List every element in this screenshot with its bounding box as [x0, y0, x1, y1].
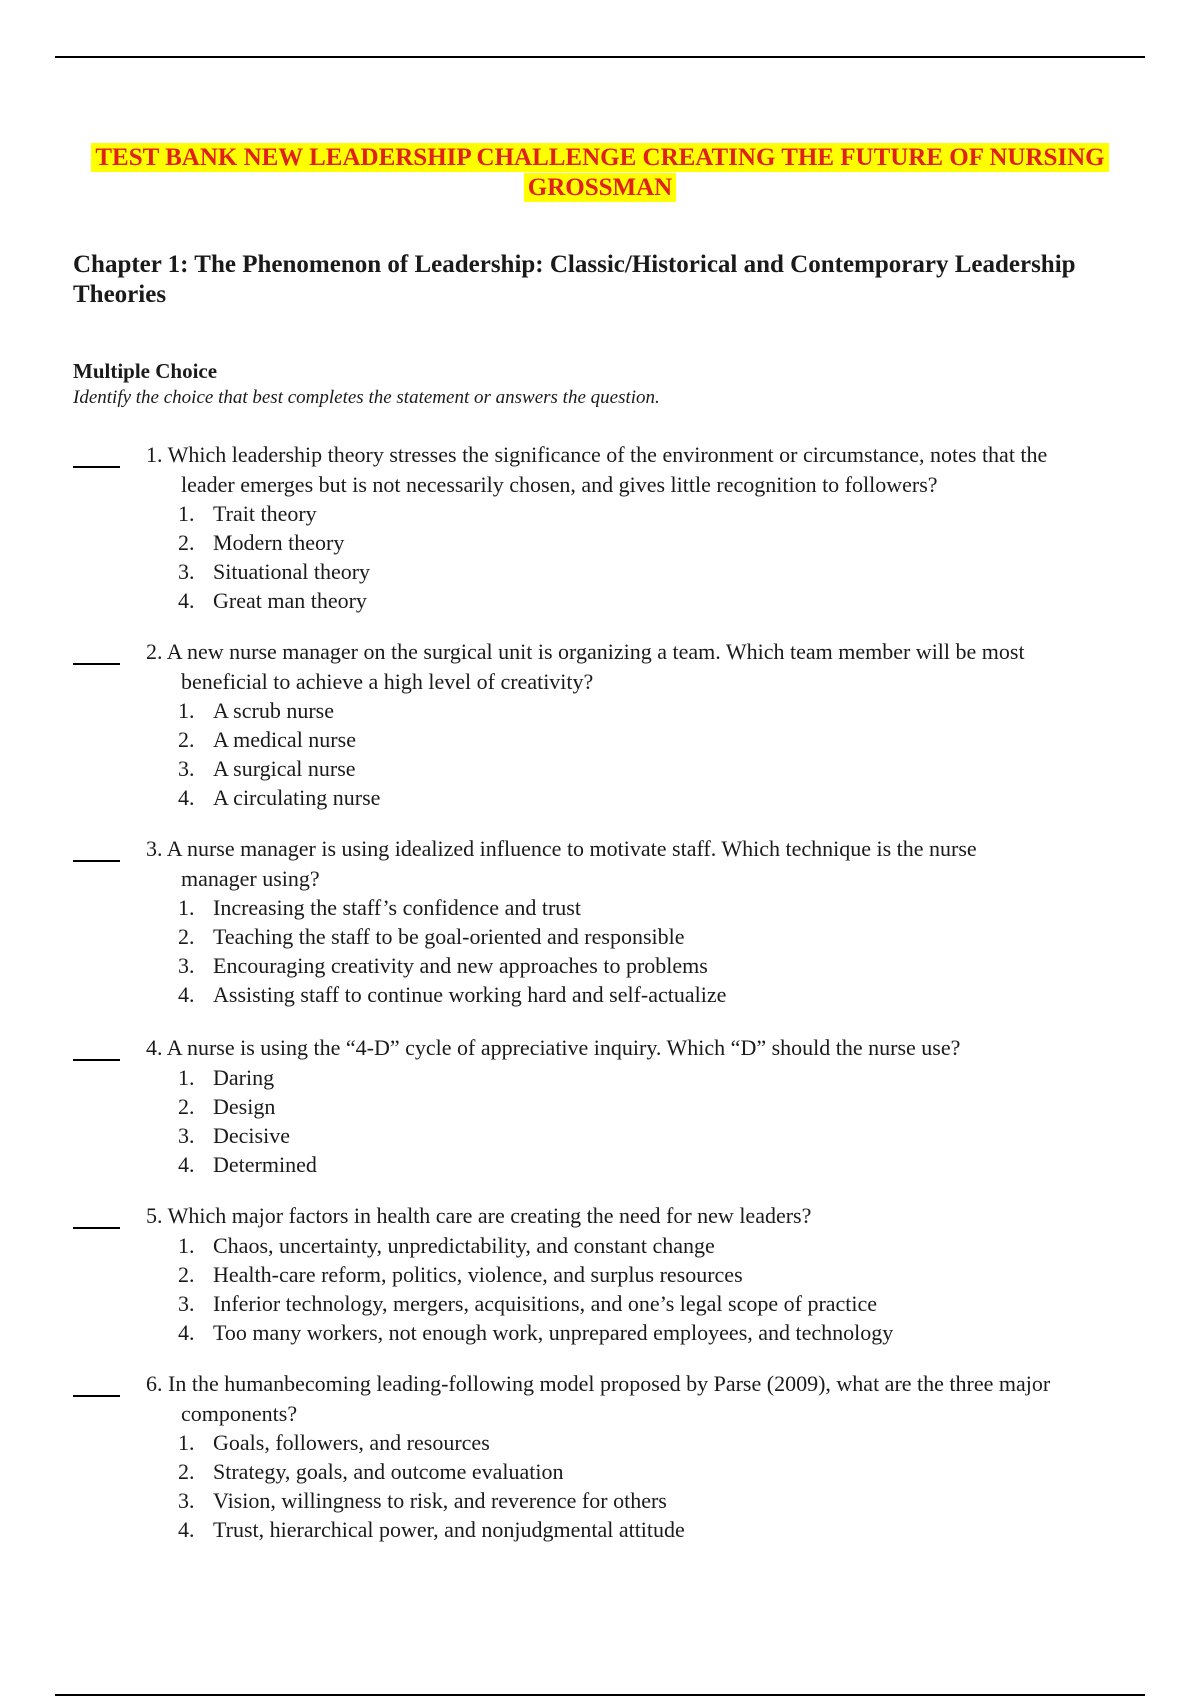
option-number: 3. [178, 756, 195, 781]
option-number: 2. [178, 924, 195, 949]
option-number: 4. [178, 588, 195, 613]
option-text: Assisting staff to continue working hard and self-actualize [213, 982, 727, 1007]
option-number: 2. [178, 1094, 195, 1119]
option-number: 1. [178, 501, 195, 526]
option-text: Determined [213, 1152, 317, 1177]
option-number: 2. [178, 1459, 195, 1484]
question-number: 2. [146, 639, 163, 664]
question-text-line-2: beneficial to achieve a high level of creativity? [181, 669, 594, 694]
option-number: 4. [178, 982, 195, 1007]
question-number: 5. [146, 1203, 163, 1228]
option-number: 1. [178, 1233, 195, 1258]
option-number: 4. [178, 1517, 195, 1542]
question-text-line-1: A new nurse manager on the surgical unit is organizing a team. Which team member will be most [166, 639, 1025, 664]
question-text-line-1: Which leadership theory stresses the significance of the environment or circumstance, notes that the [167, 442, 1048, 467]
question-text-line-1: Which major factors in health care are creating the need for new leaders? [167, 1203, 812, 1228]
option-text: A surgical nurse [213, 756, 356, 781]
option-text: Trust, hierarchical power, and nonjudgmental attitude [213, 1517, 685, 1542]
option-number: 3. [178, 953, 195, 978]
option-text: Great man theory [213, 588, 367, 613]
answer-blank[interactable] [73, 466, 120, 468]
top-rule [55, 56, 1145, 58]
option-number: 4. [178, 785, 195, 810]
chapter-heading: Chapter 1: The Phenomenon of Leadership: Classic/Historical and Contemporary Leadership Theories [73, 251, 1076, 308]
option-text: Modern theory [213, 530, 345, 555]
option-text: Daring [213, 1065, 275, 1090]
section-instructions: Identify the choice that best completes the statement or answers the question. [73, 387, 660, 408]
question-text-line-2: manager using? [181, 866, 320, 891]
option-number: 1. [178, 895, 195, 920]
option-text: Too many workers, not enough work, unprepared employees, and technology [213, 1320, 894, 1345]
option-text: Encouraging creativity and new approaches to problems [213, 953, 708, 978]
option-number: 3. [178, 559, 195, 584]
answer-blank[interactable] [73, 860, 120, 862]
question-text-line-1: A nurse manager is using idealized influence to motivate staff. Which technique is the nurse [166, 836, 977, 861]
option-number: 4. [178, 1152, 195, 1177]
question-number: 3. [146, 836, 163, 861]
option-text: Strategy, goals, and outcome evaluation [213, 1459, 564, 1484]
document-title [0, 143, 1200, 202]
option-text: Design [213, 1094, 276, 1119]
option-number: 1. [178, 1430, 195, 1455]
option-text: Chaos, uncertainty, unpredictability, and constant change [213, 1233, 715, 1258]
question-text-line-2: components? [181, 1401, 298, 1426]
question-stem [146, 1369, 1146, 1429]
option-number: 3. [178, 1123, 195, 1148]
option-text: Health-care reform, politics, violence, and surplus resources [213, 1262, 743, 1287]
option-number: 3. [178, 1291, 195, 1316]
question-stem [146, 834, 1146, 894]
title-line-1: TEST BANK NEW LEADERSHIP CHALLENGE CREATING THE FUTURE OF NURSING [91, 143, 1108, 172]
option-text: Teaching the staff to be goal-oriented and responsible [213, 924, 685, 949]
option-text: A medical nurse [213, 727, 356, 752]
question-text-line-1: A nurse is using the “4-D” cycle of appreciative inquiry. Which “D” should the nurse use? [166, 1035, 961, 1060]
section-heading: Multiple Choice [73, 359, 218, 383]
option-text: Increasing the staff’s confidence and trust [213, 895, 581, 920]
option-text: Vision, willingness to risk, and reverence for others [213, 1488, 667, 1513]
option-number: 1. [178, 698, 195, 723]
title-line-2: GROSSMAN [524, 173, 676, 202]
answer-blank[interactable] [73, 1227, 120, 1229]
answer-blank[interactable] [73, 1059, 120, 1061]
option-number: 1. [178, 1065, 195, 1090]
answer-blank[interactable] [73, 1395, 120, 1397]
question-text-line-1: In the humanbecoming leading-following model proposed by Parse (2009), what are the three major [168, 1371, 1051, 1396]
option-number: 3. [178, 1488, 195, 1513]
option-text: Trait theory [213, 501, 317, 526]
bottom-rule [55, 1694, 1145, 1696]
answer-blank[interactable] [73, 663, 120, 665]
question-text-line-2: leader emerges but is not necessarily chosen, and gives little recognition to followers? [181, 472, 938, 497]
option-number: 2. [178, 1262, 195, 1287]
option-text: Inferior technology, mergers, acquisitions, and one’s legal scope of practice [213, 1291, 878, 1316]
question-number: 1. [146, 442, 163, 467]
question-number: 4. [146, 1035, 163, 1060]
option-number: 4. [178, 1320, 195, 1345]
option-number: 2. [178, 530, 195, 555]
option-text: A scrub nurse [213, 698, 334, 723]
option-number: 2. [178, 727, 195, 752]
option-text: Decisive [213, 1123, 290, 1148]
option-text: Goals, followers, and resources [213, 1430, 490, 1455]
question-stem [146, 440, 1146, 500]
option-text: A circulating nurse [213, 785, 381, 810]
question-stem [146, 1033, 1146, 1063]
question-stem [146, 1201, 1146, 1231]
question-stem [146, 637, 1146, 697]
option-text: Situational theory [213, 559, 371, 584]
question-number: 6. [146, 1371, 163, 1396]
